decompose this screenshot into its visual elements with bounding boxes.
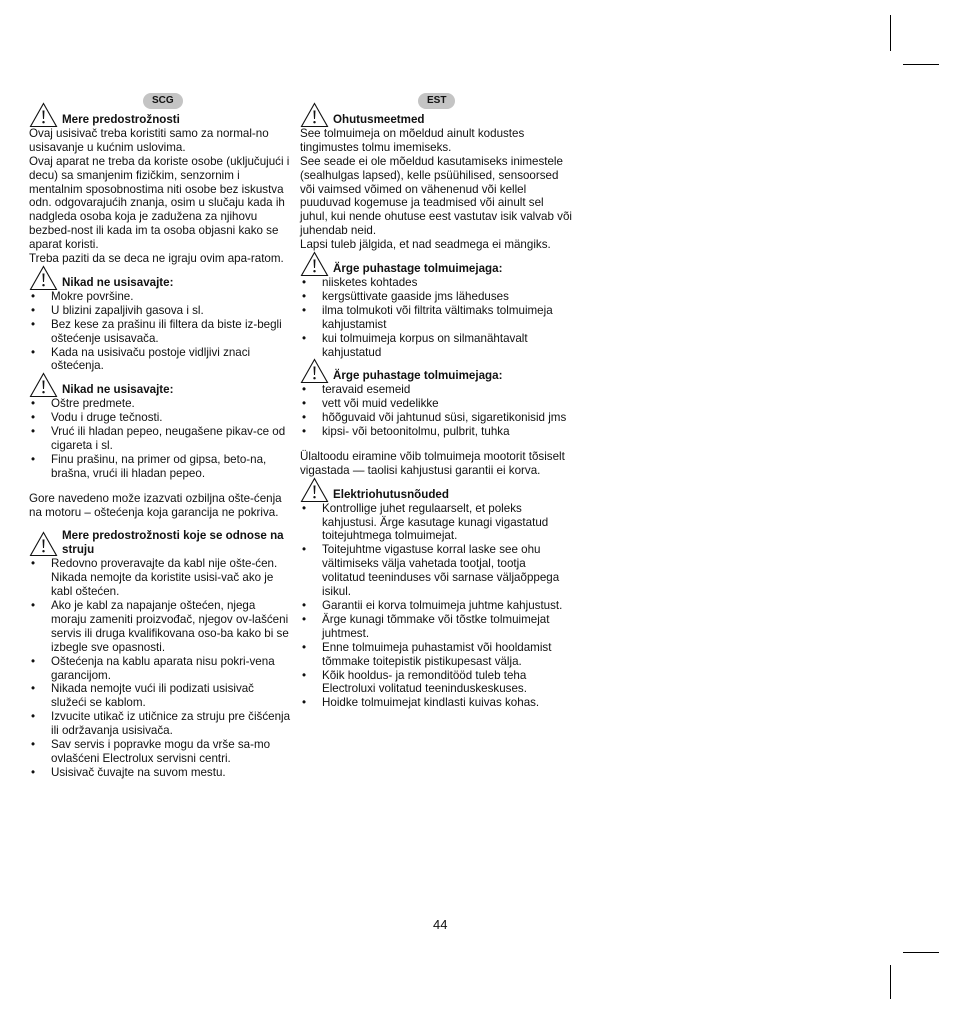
crop-mark-bottom-horizontal: [903, 952, 939, 953]
language-badge: SCG: [143, 93, 183, 109]
warning-triangle-icon: [300, 477, 329, 503]
paragraph: Lapsi tuleb jälgida, et nad seadmega ei mängiks.: [300, 238, 551, 252]
list-item: • Bez kese za prašinu ili filtera da biste iz-begli oštećenje usisavača.: [29, 318, 291, 346]
list-item: • Redovno proveravajte da kabl nije ošte-ćen. Nikada nemojte da koristite usisi-vač ako je kabl oštećen.: [29, 557, 291, 599]
warning-triangle-icon: [29, 372, 58, 398]
bullet-list: [300, 502, 572, 711]
warning-triangle-icon: [300, 358, 329, 384]
list-item: • Vruć ili hladan pepeo, neugašene pikav-ce od cigareta i sl.: [29, 425, 291, 453]
list-item: • Enne tolmuimeja puhastamist või hooldamist tõmmake toitepistik pistikupesast välja.: [300, 641, 572, 669]
list-item: • Usisivač čuvajte na suvom mestu.: [29, 766, 291, 780]
section-heading: [29, 529, 291, 557]
list-item: • Kõik hooldus- ja remonditööd tuleb teha Electroluxi volitatud teeninduskeskuses.: [300, 669, 572, 697]
warning-triangle-icon: [29, 265, 58, 291]
paragraph: See tolmuimeja on mõeldud ainult kodustes tingimustes tolmu imemiseks.: [300, 126, 525, 154]
section-heading: [300, 488, 572, 502]
language-badge: EST: [418, 93, 455, 109]
section-heading-text: Ärge puhastage tolmuimejaga:: [333, 262, 503, 276]
paragraph: Ovaj usisivač treba koristiti samo za normal-no usisavanje u kućnim uslovima.: [29, 126, 269, 154]
list-item: • U blizini zapaljivih gasova i sl.: [29, 304, 291, 318]
list-item: • Toitejuhtme vigastuse korral laske see ohu vältimiseks välja vahetada tootjal, tootja volitatud teeninduses või sarnase väljaõppega isikul.: [300, 543, 572, 599]
warning-triangle-icon: [29, 102, 58, 128]
section-heading-text: Mere predostrožnosti koje se odnose na struju: [62, 529, 284, 557]
list-item: • Garantii ei korva tolmuimeja juhtme kahjustust.: [300, 599, 572, 613]
list-item: • Oštećenja na kablu aparata nisu pokri-vena garancijom.: [29, 655, 291, 683]
list-item: • Nikada nemojte vući ili podizati usisivač služeći se kablom.: [29, 682, 291, 710]
warning-triangle-icon: [300, 102, 329, 128]
paragraph: Treba paziti da se deca ne igraju ovim apa-ratom.: [29, 252, 284, 266]
column-scg: [29, 93, 291, 780]
crop-mark-top-horizontal: [903, 64, 939, 65]
section-heading-text: Elektriohutusnõuded: [333, 487, 449, 501]
list-item: • niisketes kohtades: [300, 276, 572, 290]
bullet-list: [29, 557, 291, 780]
list-item: • Vodu i druge tečnosti.: [29, 411, 291, 425]
list-item: • hõõguvaid või jahtunud süsi, sigaretikonisid jms: [300, 411, 572, 425]
list-item: • Ako je kabl za napajanje oštećen, njega moraju zameniti proizvođač, njegov ov-lašćeni servis ili druga kvalifikovana oso-ba kako bi se izbegle sve opasnosti.: [29, 599, 291, 655]
list-item: • Mokre površine.: [29, 290, 291, 304]
warning-triangle-icon: [300, 251, 329, 277]
note-paragraph: Ülaltoodu eiramine võib tolmuimeja mootorit tõsiselt vigastada — taolisi kahjustusi garantii ei korva.: [300, 449, 565, 477]
list-item: • Sav servis i popravke mogu da vrše sa-mo ovlašćeni Electrolux servisni centri.: [29, 738, 291, 766]
list-item: • Hoidke tolmuimejat kindlasti kuivas kohas.: [300, 696, 572, 710]
list-item: • teravaid esemeid: [300, 383, 572, 397]
bullet-list: [29, 397, 291, 480]
list-item: • Kada na usisivaču postoje vidljivi znaci oštećenja.: [29, 346, 291, 374]
section-heading: [29, 276, 291, 290]
list-item: • Kontrollige juhet regulaarselt, et poleks kahjustusi. Ärge kasutage kunagi vigastatud toitejuhtmega tolmuimejat.: [300, 502, 572, 544]
bullet-list: [29, 290, 291, 373]
warning-triangle-icon: [29, 531, 58, 557]
section-heading: [300, 262, 572, 276]
section-heading-text: Ärge puhastage tolmuimejaga:: [333, 369, 503, 383]
list-item: • kipsi- või betoonitolmu, pulbrit, tuhka: [300, 425, 572, 439]
crop-mark-bottom-vertical: [890, 965, 891, 999]
section-heading-text: Nikad ne usisavajte:: [62, 383, 174, 397]
note-paragraph: Gore navedeno može izazvati ozbiljna ošte-ćenja na motoru – oštećenja koja garancija ne pokriva.: [29, 491, 282, 519]
list-item: • kui tolmuimeja korpus on silmanähtavalt kahjustatud: [300, 332, 572, 360]
list-item: • Oštre predmete.: [29, 397, 291, 411]
column-est: [300, 93, 572, 710]
list-item: • Ärge kunagi tõmmake või tõstke tolmuimejat juhtmest.: [300, 613, 572, 641]
list-item: • kergsüttivate gaaside jms läheduses: [300, 290, 572, 304]
section-heading: [29, 383, 291, 397]
page-number: 44: [433, 917, 448, 932]
bullet-list: [300, 383, 572, 439]
bullet-list: [300, 276, 572, 359]
section-heading: [29, 113, 291, 127]
paragraph: See seade ei ole mõeldud kasutamiseks inimestele (sealhulgas lapsed), kelle psüühilised, sensoorsed või vaimsed võimed on vähenenud või kellel puuduvad kogemuse ja teadmised või ainult sel juhul, kui nende ohutuse eest vastutav isik valvab või juhendab neid.: [300, 154, 572, 238]
list-item: • vett või muid vedelikke: [300, 397, 572, 411]
list-item: • Finu prašinu, na primer od gipsa, beto-na, brašna, vrući ili hladan pepeo.: [29, 453, 291, 481]
section-heading: [300, 113, 572, 127]
list-item: • Izvucite utikač iz utičnice za struju pre čišćenja ili održavanja usisivača.: [29, 710, 291, 738]
section-heading-text: Nikad ne usisavajte:: [62, 275, 174, 289]
list-item: • ilma tolmukoti või filtrita vältimaks tolmuimeja kahjustamist: [300, 304, 572, 332]
section-heading-text: Ohutusmeetmed: [333, 113, 425, 126]
section-heading-text: Mere predostrožnosti: [62, 113, 180, 126]
crop-mark-top-vertical: [890, 15, 891, 51]
section-heading: [300, 369, 572, 383]
paragraph: Ovaj aparat ne treba da koriste osobe (uključujući i decu) sa smanjenim fizičkim, senzornim i mentalnim sposobnostima niti osobe bez iskustva odn. odgovarajućih znanja, osim u slučaju kada ih nadgleda osoba koja je zadužena za njihovu bezbed-nost ili kada im ta osoba objasni kako se aparat koristi.: [29, 154, 290, 252]
